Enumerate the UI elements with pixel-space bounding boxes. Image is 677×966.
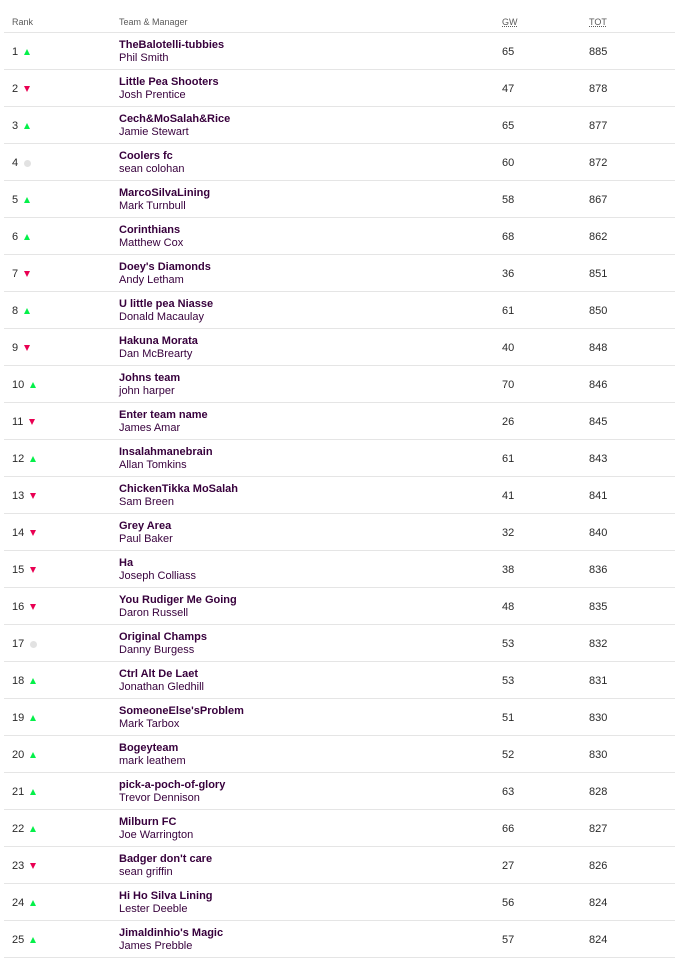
gameweek-points: 36 bbox=[502, 268, 515, 280]
total-points: 850 bbox=[589, 305, 608, 317]
rank-down-icon bbox=[24, 86, 30, 92]
rank-number: 21 bbox=[12, 786, 25, 798]
rank-cell bbox=[12, 379, 36, 391]
team-manager-cell bbox=[119, 150, 184, 176]
total-points: 862 bbox=[589, 231, 608, 243]
table-row bbox=[4, 218, 675, 255]
rank-number: 16 bbox=[12, 601, 25, 613]
team-manager-cell bbox=[119, 76, 219, 102]
rank-same-icon bbox=[30, 641, 37, 648]
rank-cell bbox=[12, 712, 36, 724]
rank-number: 12 bbox=[12, 453, 25, 465]
manager-name: Mark Turnbull bbox=[119, 200, 186, 212]
gameweek-points: 47 bbox=[502, 83, 515, 95]
total-points: 851 bbox=[589, 268, 608, 280]
rank-down-icon bbox=[29, 419, 35, 425]
gameweek-points: 40 bbox=[502, 342, 515, 354]
total-points: 824 bbox=[589, 897, 608, 909]
team-name-link[interactable]: Hi Ho Silva Lining bbox=[119, 890, 213, 902]
total-points: 831 bbox=[589, 675, 608, 687]
table-row bbox=[4, 773, 675, 810]
rank-number: 1 bbox=[12, 46, 19, 58]
rank-up-icon bbox=[30, 456, 36, 462]
total-points: 827 bbox=[589, 823, 608, 835]
total-points: 872 bbox=[589, 157, 608, 169]
rank-number: 6 bbox=[12, 231, 19, 243]
team-manager-cell bbox=[119, 409, 208, 435]
manager-name: Jamie Stewart bbox=[119, 126, 189, 138]
table-row bbox=[4, 699, 675, 736]
rank-number: 14 bbox=[12, 527, 25, 539]
manager-name: Joe Warrington bbox=[119, 829, 194, 841]
rank-down-icon bbox=[30, 863, 36, 869]
gameweek-points: 57 bbox=[502, 934, 515, 946]
manager-name: James Amar bbox=[119, 422, 181, 434]
rank-number: 7 bbox=[12, 268, 19, 280]
rank-cell bbox=[12, 934, 36, 946]
team-name-link[interactable]: You Rudiger Me Going bbox=[119, 594, 237, 606]
gameweek-points: 51 bbox=[502, 712, 515, 724]
team-manager-cell bbox=[119, 705, 244, 731]
manager-name: Danny Burgess bbox=[119, 644, 195, 656]
rank-cell bbox=[12, 83, 30, 95]
team-manager-cell bbox=[119, 816, 193, 842]
team-manager-cell bbox=[119, 779, 225, 805]
total-points: 845 bbox=[589, 416, 608, 428]
gameweek-points: 38 bbox=[502, 564, 515, 576]
rank-up-icon bbox=[24, 308, 30, 314]
table-row bbox=[4, 810, 675, 847]
team-manager-cell bbox=[119, 890, 213, 916]
rank-number: 4 bbox=[12, 157, 19, 169]
team-name-link[interactable]: Hakuna Morata bbox=[119, 335, 198, 347]
rank-cell bbox=[12, 46, 30, 58]
team-manager-cell bbox=[119, 298, 213, 324]
team-name-link[interactable]: Little Pea Shooters bbox=[119, 76, 219, 88]
table-row bbox=[4, 144, 675, 181]
rank-number: 22 bbox=[12, 823, 25, 835]
rank-down-icon bbox=[30, 493, 36, 499]
total-points: 830 bbox=[589, 712, 608, 724]
rank-cell bbox=[12, 120, 30, 132]
gameweek-points: 66 bbox=[502, 823, 515, 835]
team-manager-cell bbox=[119, 187, 210, 213]
team-name-link[interactable]: SomeoneElse'sProblem bbox=[119, 705, 244, 717]
team-name-link[interactable]: Badger don't care bbox=[119, 853, 213, 865]
rank-cell bbox=[12, 231, 30, 243]
rank-cell bbox=[12, 823, 36, 835]
manager-name: Daron Russell bbox=[119, 607, 189, 619]
total-points: 830 bbox=[589, 749, 608, 761]
gameweek-points: 52 bbox=[502, 749, 515, 761]
manager-name: sean colohan bbox=[119, 163, 185, 175]
manager-name: Phil Smith bbox=[119, 52, 169, 64]
rank-cell bbox=[12, 860, 36, 872]
table-row bbox=[4, 70, 675, 107]
team-manager-cell bbox=[119, 446, 213, 472]
rank-number: 13 bbox=[12, 490, 25, 502]
rank-number: 3 bbox=[12, 120, 19, 132]
rank-cell bbox=[12, 675, 36, 687]
rank-up-icon bbox=[30, 937, 36, 943]
total-points: 832 bbox=[589, 638, 608, 650]
manager-name: Paul Baker bbox=[119, 533, 173, 545]
table-row bbox=[4, 514, 675, 551]
rank-number: 19 bbox=[12, 712, 25, 724]
manager-name: Mark Tarbox bbox=[119, 718, 180, 730]
table-row bbox=[4, 625, 675, 662]
team-name-link[interactable]: Grey Area bbox=[119, 520, 172, 532]
rank-up-icon bbox=[24, 234, 30, 240]
table-row bbox=[4, 366, 675, 403]
gameweek-points: 65 bbox=[502, 46, 515, 58]
rank-up-icon bbox=[24, 123, 30, 129]
gameweek-points: 65 bbox=[502, 120, 515, 132]
rank-cell bbox=[12, 527, 36, 539]
rank-cell bbox=[12, 601, 36, 613]
header-total-points[interactable]: TOT bbox=[589, 17, 607, 27]
gameweek-points: 63 bbox=[502, 786, 515, 798]
rank-number: 18 bbox=[12, 675, 25, 687]
team-name-link[interactable]: Original Champs bbox=[119, 631, 208, 643]
rank-number: 25 bbox=[12, 934, 25, 946]
header-team-manager: Team & Manager bbox=[119, 17, 188, 27]
manager-name: James Prebble bbox=[119, 940, 193, 952]
header-rank: Rank bbox=[12, 17, 34, 27]
team-name-link[interactable]: Corinthians bbox=[119, 224, 181, 236]
team-manager-cell bbox=[119, 483, 238, 509]
total-points: 841 bbox=[589, 490, 608, 502]
rank-cell bbox=[12, 416, 35, 428]
manager-name: Andy Letham bbox=[119, 274, 184, 286]
gameweek-points: 60 bbox=[502, 157, 515, 169]
team-manager-cell bbox=[119, 372, 180, 398]
total-points: 824 bbox=[589, 934, 608, 946]
team-manager-cell bbox=[119, 927, 223, 953]
total-points: 885 bbox=[589, 46, 608, 58]
rank-up-icon bbox=[30, 678, 36, 684]
gameweek-points: 48 bbox=[502, 601, 515, 613]
manager-name: Sam Breen bbox=[119, 496, 175, 508]
table-row bbox=[4, 329, 675, 366]
gameweek-points: 27 bbox=[502, 860, 515, 872]
manager-name: Dan McBrearty bbox=[119, 348, 193, 360]
rank-same-icon bbox=[24, 160, 31, 167]
gameweek-points: 61 bbox=[502, 453, 515, 465]
team-name-link[interactable]: Doey's Diamonds bbox=[119, 261, 211, 273]
team-manager-cell bbox=[119, 742, 186, 768]
table-row bbox=[4, 736, 675, 773]
total-points: 867 bbox=[589, 194, 608, 206]
total-points: 877 bbox=[589, 120, 608, 132]
total-points: 836 bbox=[589, 564, 608, 576]
table-header bbox=[4, 0, 675, 33]
rank-down-icon bbox=[30, 567, 36, 573]
rank-number: 2 bbox=[12, 83, 19, 95]
total-points: 846 bbox=[589, 379, 608, 391]
rank-cell bbox=[12, 194, 30, 206]
team-name-link[interactable]: Milburn FC bbox=[119, 816, 177, 828]
gameweek-points: 26 bbox=[502, 416, 515, 428]
table-row bbox=[4, 255, 675, 292]
rank-number: 8 bbox=[12, 305, 19, 317]
table-body bbox=[0, 33, 677, 958]
gameweek-points: 41 bbox=[502, 490, 515, 502]
table-row bbox=[4, 440, 675, 477]
table-row bbox=[4, 847, 675, 884]
team-name-link[interactable]: Insalahmanebrain bbox=[119, 446, 213, 458]
manager-name: Trevor Dennison bbox=[119, 792, 200, 804]
table-row bbox=[4, 884, 675, 921]
table-row bbox=[4, 107, 675, 144]
team-manager-cell bbox=[119, 557, 196, 583]
rank-number: 9 bbox=[12, 342, 19, 354]
manager-name: Joseph Colliass bbox=[119, 570, 197, 582]
rank-down-icon bbox=[24, 271, 30, 277]
rank-down-icon bbox=[30, 530, 36, 536]
team-name-link[interactable]: Jimaldinhio's Magic bbox=[119, 927, 224, 939]
team-manager-cell bbox=[119, 853, 212, 879]
rank-number: 5 bbox=[12, 194, 19, 206]
manager-name: Jonathan Gledhill bbox=[119, 681, 205, 693]
team-name-link[interactable]: Coolers fc bbox=[119, 150, 173, 162]
rank-number: 20 bbox=[12, 749, 25, 761]
team-name-link[interactable]: MarcoSilvaLining bbox=[119, 187, 211, 199]
rank-cell bbox=[12, 786, 36, 798]
gameweek-points: 56 bbox=[502, 897, 515, 909]
rank-up-icon bbox=[30, 826, 36, 832]
rank-up-icon bbox=[24, 49, 30, 55]
rank-cell bbox=[12, 453, 36, 465]
table-row bbox=[4, 181, 675, 218]
team-name-link[interactable]: Ctrl Alt De Laet bbox=[119, 668, 199, 680]
gameweek-points: 68 bbox=[502, 231, 515, 243]
rank-up-icon bbox=[30, 382, 36, 388]
table-row bbox=[4, 662, 675, 699]
team-name-link[interactable]: ChickenTikka MoSalah bbox=[119, 483, 239, 495]
rank-down-icon bbox=[24, 345, 30, 351]
rank-cell bbox=[12, 157, 31, 169]
rank-number: 23 bbox=[12, 860, 25, 872]
table-row bbox=[4, 921, 675, 958]
header-gameweek-points[interactable]: GW bbox=[502, 17, 518, 27]
team-manager-cell bbox=[119, 335, 198, 361]
team-name-link[interactable]: pick-a-poch-of-glory bbox=[119, 779, 226, 791]
manager-name: Donald Macaulay bbox=[119, 311, 204, 323]
table-row bbox=[4, 477, 675, 514]
manager-name: Allan Tomkins bbox=[119, 459, 187, 471]
total-points: 848 bbox=[589, 342, 608, 354]
gameweek-points: 32 bbox=[502, 527, 515, 539]
rank-up-icon bbox=[24, 197, 30, 203]
manager-name: Lester Deeble bbox=[119, 903, 188, 915]
gameweek-points: 61 bbox=[502, 305, 515, 317]
manager-name: mark leathem bbox=[119, 755, 186, 767]
rank-up-icon bbox=[30, 789, 36, 795]
table-row bbox=[4, 33, 675, 70]
rank-cell bbox=[12, 749, 36, 761]
rank-number: 15 bbox=[12, 564, 25, 576]
rank-cell bbox=[12, 305, 30, 317]
gameweek-points: 58 bbox=[502, 194, 515, 206]
team-name-link[interactable]: Bogeyteam bbox=[119, 742, 179, 754]
rank-number: 10 bbox=[12, 379, 25, 391]
team-name-link[interactable]: U little pea Niasse bbox=[119, 298, 214, 310]
team-name-link[interactable]: Ha bbox=[119, 557, 134, 569]
manager-name: sean griffin bbox=[119, 866, 173, 878]
team-manager-cell bbox=[119, 668, 204, 694]
table-row bbox=[4, 588, 675, 625]
manager-name: john harper bbox=[119, 385, 175, 397]
team-manager-cell bbox=[119, 113, 230, 139]
rank-down-icon bbox=[30, 604, 36, 610]
rank-number: 11 bbox=[12, 416, 24, 428]
rank-cell bbox=[12, 638, 37, 650]
team-manager-cell bbox=[119, 224, 183, 250]
rank-number: 24 bbox=[12, 897, 25, 909]
manager-name: Josh Prentice bbox=[119, 89, 186, 101]
rank-cell bbox=[12, 564, 36, 576]
manager-name: Matthew Cox bbox=[119, 237, 184, 249]
team-name-link[interactable]: Enter team name bbox=[119, 409, 208, 421]
rank-number: 17 bbox=[12, 638, 25, 650]
team-manager-cell bbox=[119, 631, 207, 657]
gameweek-points: 53 bbox=[502, 675, 515, 687]
team-manager-cell bbox=[119, 261, 211, 287]
team-name-link[interactable]: Cech&MoSalah&Rice bbox=[119, 113, 231, 125]
table-row bbox=[4, 292, 675, 329]
total-points: 828 bbox=[589, 786, 608, 798]
team-manager-cell bbox=[119, 594, 237, 620]
rank-cell bbox=[12, 897, 36, 909]
total-points: 843 bbox=[589, 453, 608, 465]
rank-up-icon bbox=[30, 900, 36, 906]
total-points: 840 bbox=[589, 527, 608, 539]
team-name-link[interactable]: TheBalotelli-tubbies bbox=[119, 39, 225, 51]
total-points: 826 bbox=[589, 860, 608, 872]
rank-cell bbox=[12, 268, 30, 280]
team-manager-cell bbox=[119, 39, 224, 65]
gameweek-points: 53 bbox=[502, 638, 515, 650]
rank-up-icon bbox=[30, 752, 36, 758]
total-points: 835 bbox=[589, 601, 608, 613]
rank-up-icon bbox=[30, 715, 36, 721]
table-row bbox=[4, 403, 675, 440]
gameweek-points: 70 bbox=[502, 379, 515, 391]
rank-cell bbox=[12, 342, 30, 354]
rank-cell bbox=[12, 490, 36, 502]
team-manager-cell bbox=[119, 520, 173, 546]
total-points: 878 bbox=[589, 83, 608, 95]
team-name-link[interactable]: Johns team bbox=[119, 372, 181, 384]
table-row bbox=[4, 551, 675, 588]
